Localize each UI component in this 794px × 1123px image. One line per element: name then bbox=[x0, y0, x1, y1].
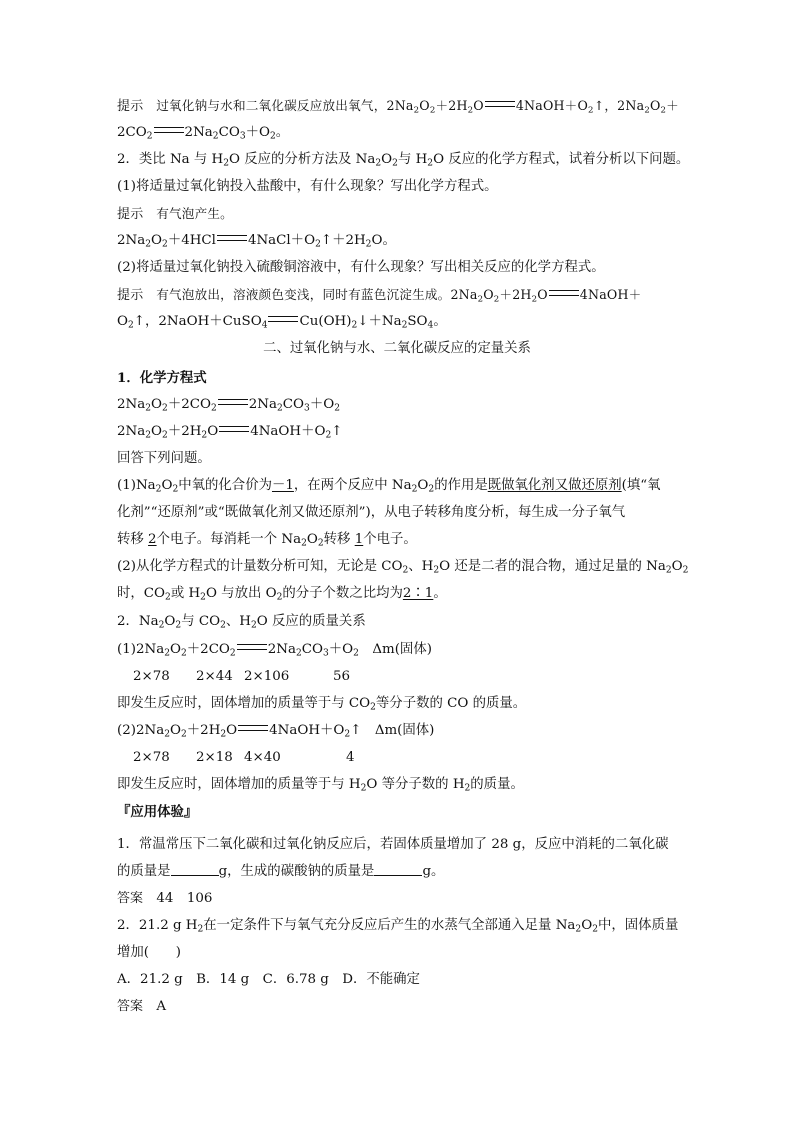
subscript: 3 bbox=[304, 403, 310, 414]
underlined-answer: 2 bbox=[148, 532, 157, 547]
underlined-answer: 1 bbox=[354, 532, 364, 547]
mass-value: 2×106 bbox=[244, 669, 290, 684]
equation-arrow bbox=[238, 725, 268, 731]
text-run: 。 bbox=[275, 125, 290, 140]
text-run: 。 bbox=[433, 586, 447, 601]
subscript: 2 bbox=[301, 538, 307, 549]
text-run: g，生成的碳酸钠的质量是 bbox=[218, 864, 375, 879]
subscript: 2 bbox=[201, 430, 208, 441]
subscript: 2 bbox=[145, 239, 152, 250]
text-run: ＋2CO bbox=[167, 397, 211, 412]
text-run: O bbox=[226, 723, 238, 738]
text-line bbox=[117, 259, 684, 277]
text-line bbox=[117, 585, 684, 603]
text-run: (2)从化学方程式的计量数分析可知，无论是 CO bbox=[117, 559, 403, 574]
subscript: 4 bbox=[427, 320, 434, 331]
text-run: g。 bbox=[422, 864, 445, 879]
text-line bbox=[117, 613, 684, 631]
text-run: ＋2H bbox=[499, 287, 532, 302]
subscript: 2 bbox=[155, 484, 162, 495]
text-run: O bbox=[381, 152, 393, 167]
text-run: 与 H bbox=[397, 152, 428, 167]
text-run: (1)Na bbox=[117, 478, 156, 493]
text-run: 4NaOH＋O bbox=[515, 98, 588, 113]
subscript: 2 bbox=[360, 783, 367, 794]
mass-value: 2×78 bbox=[133, 750, 170, 765]
subscript: 2 bbox=[162, 403, 168, 414]
subscript: 2 bbox=[429, 105, 436, 116]
underlined-answer: 2∶1 bbox=[402, 586, 434, 601]
text-line bbox=[117, 205, 684, 224]
text-run: 即发生反应时，固体增加的质量等于与 CO bbox=[117, 696, 371, 711]
text-run: ＋2CO bbox=[186, 642, 230, 657]
text-run: 与 CO bbox=[181, 614, 221, 629]
subscript: 2 bbox=[402, 565, 409, 576]
label-text: 提示 bbox=[117, 207, 144, 222]
text-run: 中氧的化合价为 bbox=[178, 478, 272, 493]
text-run: O 反应的分析方法及 Na bbox=[229, 152, 376, 167]
subscript: 2 bbox=[334, 403, 340, 414]
label-text: 提示 bbox=[117, 288, 144, 303]
subscript: 2 bbox=[413, 105, 420, 116]
mass-value: 56 bbox=[333, 669, 351, 684]
subscript: 2 bbox=[660, 105, 667, 116]
text-run: 4NaOH＋O bbox=[269, 723, 345, 738]
text-run: 增加( ) bbox=[117, 945, 182, 960]
subscript: 2 bbox=[365, 239, 372, 250]
subscript: 2 bbox=[467, 105, 474, 116]
text-run: 4NaCl＋O bbox=[247, 233, 316, 248]
text-run: 、H bbox=[225, 614, 251, 629]
text-run: O 反应的化学方程式，试着分析以下问题。 bbox=[433, 152, 690, 167]
text-line bbox=[117, 97, 684, 116]
text-line bbox=[117, 971, 684, 989]
text-run: 转移 bbox=[323, 532, 355, 547]
subscript: 2 bbox=[411, 484, 418, 495]
subscript: 2 bbox=[223, 158, 230, 169]
text-run: 2Na bbox=[267, 642, 296, 657]
subscript: 2 bbox=[682, 565, 689, 576]
text-run: O bbox=[117, 314, 128, 329]
text-line bbox=[117, 917, 684, 935]
subscript: 2 bbox=[401, 320, 408, 331]
equation-arrow bbox=[549, 290, 579, 296]
text-run: 。 bbox=[433, 314, 447, 329]
subscript: 2 bbox=[351, 320, 358, 331]
subscript: 2 bbox=[325, 430, 332, 441]
text-run: O 与放出 O bbox=[205, 586, 277, 601]
text-run: O bbox=[207, 424, 219, 439]
subscript: 2 bbox=[575, 924, 582, 935]
text-run: 1．常温常压下二氧化碳和过氧化钠反应后，若固体质量增加了 28 g，反应中消耗的二氧化碳 bbox=[117, 837, 669, 852]
subscript: 3 bbox=[322, 648, 329, 659]
text-line bbox=[117, 286, 684, 305]
text-run: 的质量。 bbox=[470, 777, 524, 792]
equation-arrow bbox=[237, 644, 267, 650]
text-line bbox=[117, 369, 684, 388]
text-run: 2．Na bbox=[117, 614, 159, 629]
text-run: O bbox=[170, 642, 181, 657]
text-run: O bbox=[473, 98, 484, 113]
text-run: CO bbox=[282, 397, 305, 412]
subscript: 4 bbox=[261, 320, 268, 331]
subscript: 2 bbox=[127, 320, 134, 331]
equation-arrow bbox=[219, 426, 249, 432]
label-text: 提示 bbox=[117, 99, 144, 114]
text-run: ↑ bbox=[331, 424, 343, 439]
text-run: ＋4HCl bbox=[167, 233, 216, 248]
text-run: O 还是二者的混合物，通过足量的 Na bbox=[439, 559, 666, 574]
text-run: A．21.2 g B．14 g C．6.78 g D．不能确定 bbox=[117, 972, 420, 987]
text-run: 2Na bbox=[184, 125, 213, 140]
text-line bbox=[117, 641, 684, 659]
subscript: 2 bbox=[250, 620, 257, 631]
subscript: 2 bbox=[464, 783, 471, 794]
text-line bbox=[117, 313, 684, 331]
subscript: 2 bbox=[375, 158, 382, 169]
text-run: 有气泡放出，溶液颜色变浅，同时有蓝色沉淀生成。2Na bbox=[143, 287, 478, 302]
text-run: 化剂”“还原剂”或“既做氧化剂又做还原剂”)，从电子转移角度分析，每生成一分子氧气 bbox=[117, 505, 626, 520]
text-run: 应用体验 bbox=[130, 804, 184, 820]
subscript: 2 bbox=[229, 648, 236, 659]
subscript: 2 bbox=[162, 239, 168, 250]
equation-arrow bbox=[485, 101, 515, 107]
subscript: 2 bbox=[197, 924, 204, 935]
subscript: 2 bbox=[145, 430, 152, 441]
text-run: CO bbox=[218, 125, 240, 140]
text-run: O 反应的质量关系 bbox=[256, 614, 366, 629]
text-run: 即发生反应时，固体增加的质量等于与 H bbox=[117, 777, 361, 792]
text-run: 2．类比 Na 与 H bbox=[117, 152, 224, 167]
text-run: 2Na bbox=[248, 397, 277, 412]
underlined-answer: －1 bbox=[271, 478, 294, 493]
subscript: 2 bbox=[276, 403, 283, 414]
text-line bbox=[0, 340, 794, 358]
text-line bbox=[117, 695, 684, 713]
text-run: 个电子。每消耗一个 Na bbox=[156, 532, 302, 547]
text-line bbox=[117, 836, 684, 854]
subscript: 2 bbox=[220, 729, 227, 740]
text-run: O bbox=[649, 98, 661, 113]
subscript: 2 bbox=[477, 294, 484, 305]
text-line bbox=[117, 396, 684, 414]
text-run: 回答下列问题。 bbox=[117, 451, 211, 466]
text-run: O bbox=[671, 559, 683, 574]
subscript: 2 bbox=[158, 620, 165, 631]
subscript: 2 bbox=[200, 592, 206, 603]
text-run: O bbox=[161, 478, 173, 493]
subscript: 2 bbox=[644, 105, 650, 116]
subscript: 2 bbox=[175, 620, 182, 631]
text-run: (1)2Na bbox=[117, 642, 165, 657]
text-run: 的分子个数之比均为 bbox=[282, 586, 403, 601]
text-run: 4NaOH＋ bbox=[579, 287, 642, 302]
label-text: 答案 bbox=[117, 891, 144, 906]
text-run: Δm(固体) bbox=[358, 642, 432, 657]
text-run: ＋O bbox=[245, 125, 270, 140]
mass-value: 4 bbox=[346, 750, 355, 765]
text-run: ↑＋2H bbox=[320, 233, 366, 248]
text-run: 2CO bbox=[117, 125, 147, 140]
text-run: O bbox=[483, 287, 494, 302]
text-run: 1．化学方程式 bbox=[117, 370, 207, 386]
subscript: 2 bbox=[164, 729, 170, 740]
text-run: 的作用是 bbox=[434, 478, 488, 493]
subscript: 2 bbox=[433, 565, 440, 576]
label-text: 答案 bbox=[117, 999, 144, 1014]
text-run: O bbox=[306, 532, 318, 547]
subscript: 2 bbox=[276, 592, 283, 603]
subscript: 2 bbox=[146, 131, 153, 142]
text-line bbox=[117, 558, 689, 576]
subscript: 2 bbox=[428, 484, 435, 495]
mass-value: 2×78 bbox=[133, 669, 170, 684]
text-run: ＋O bbox=[309, 397, 335, 412]
subscript: 2 bbox=[317, 538, 324, 549]
text-run: ＋O bbox=[328, 642, 354, 657]
text-run: O bbox=[164, 614, 176, 629]
subscript: 2 bbox=[210, 403, 217, 414]
text-run: 或 H bbox=[170, 586, 201, 601]
text-run: O bbox=[151, 424, 163, 439]
text-line bbox=[117, 863, 684, 881]
text-run: 、H bbox=[408, 559, 434, 574]
text-line bbox=[117, 423, 684, 441]
subscript: 2 bbox=[344, 729, 351, 740]
text-run: (2)2Na bbox=[117, 723, 165, 738]
equation-arrow bbox=[218, 399, 248, 405]
text-run: ＋2H bbox=[186, 723, 221, 738]
text-run: 2Na bbox=[117, 233, 146, 248]
subscript: 2 bbox=[164, 648, 170, 659]
text-run: 等分子数的 CO 的质量。 bbox=[375, 696, 527, 711]
subscript: 2 bbox=[172, 484, 179, 495]
text-run: ↑，2NaOH＋CuSO bbox=[133, 314, 262, 329]
text-run: 』 bbox=[183, 804, 198, 820]
text-run: ，在两个反应中 Na bbox=[293, 478, 412, 493]
text-line bbox=[117, 776, 684, 794]
subscript: 2 bbox=[392, 158, 398, 169]
text-line bbox=[117, 504, 684, 522]
subscript: 2 bbox=[665, 565, 672, 576]
text-line bbox=[117, 803, 684, 822]
text-run: O bbox=[170, 723, 181, 738]
text-run: ＋2H bbox=[435, 98, 468, 113]
text-run: (1)将适量过氧化钠投入盐酸中，有什么现象？写出化学方程式。 bbox=[117, 179, 498, 194]
text-run: (2)将适量过氧化钠投入硫酸铜溶液中，有什么现象？写出相关反应的化学方程式。 bbox=[117, 260, 605, 275]
text-run: O。 bbox=[371, 233, 396, 248]
subscript: 2 bbox=[370, 702, 376, 713]
subscript: 2 bbox=[315, 239, 321, 250]
subscript: 2 bbox=[588, 105, 594, 116]
text-line bbox=[117, 477, 684, 495]
text-run: 中，固体质量 bbox=[598, 918, 679, 933]
text-run: 在一定条件下与氧气充分反应后产生的水蒸气全部通入足量 Na bbox=[203, 918, 576, 933]
subscript: 3 bbox=[239, 131, 246, 142]
underlined-answer: 既做氧化剂又做还原剂 bbox=[487, 478, 622, 493]
subscript: 2 bbox=[353, 648, 359, 659]
text-run: 『 bbox=[117, 804, 131, 820]
text-run: 二、过氧化钠与水、二氧化碳反应的定量关系 bbox=[263, 341, 531, 356]
subscript: 2 bbox=[592, 924, 598, 935]
subscript: 2 bbox=[220, 620, 226, 631]
answer-blank bbox=[374, 863, 422, 876]
text-line bbox=[117, 722, 684, 740]
text-run: 2Na bbox=[117, 397, 146, 412]
equation-arrow bbox=[268, 316, 298, 322]
text-line bbox=[117, 178, 684, 196]
subscript: 2 bbox=[427, 158, 434, 169]
text-run: SO bbox=[407, 314, 428, 329]
answer-blank bbox=[171, 863, 219, 876]
subscript: 2 bbox=[165, 592, 171, 603]
text-line bbox=[117, 531, 684, 549]
text-run: O bbox=[417, 478, 429, 493]
text-run: 2．21.2 g H bbox=[117, 918, 198, 933]
text-run: 个电子。 bbox=[363, 532, 417, 547]
text-run: ↑，2Na bbox=[593, 98, 645, 113]
text-line bbox=[117, 890, 684, 908]
text-run: 转移 bbox=[117, 532, 149, 547]
text-run: O bbox=[419, 98, 430, 113]
text-line bbox=[117, 998, 684, 1016]
text-run: ＋ bbox=[666, 98, 679, 113]
mass-value: 2×44 bbox=[196, 669, 233, 684]
text-line bbox=[117, 944, 684, 962]
subscript: 2 bbox=[531, 294, 538, 305]
text-run: O bbox=[581, 918, 593, 933]
text-run: O bbox=[151, 397, 163, 412]
text-run: 4NaOH＋O bbox=[250, 424, 326, 439]
text-run: 的质量是 bbox=[117, 864, 171, 879]
text-run: A bbox=[143, 999, 167, 1014]
text-run: 2Na bbox=[117, 424, 146, 439]
equation-arrow bbox=[217, 235, 247, 241]
subscript: 2 bbox=[145, 403, 152, 414]
subscript: 2 bbox=[212, 131, 219, 142]
text-line bbox=[117, 450, 684, 468]
text-run: 时，CO bbox=[117, 586, 166, 601]
equation-arrow bbox=[154, 127, 184, 133]
text-run: CO bbox=[301, 642, 323, 657]
text-run: ↑ Δm(固体) bbox=[350, 723, 435, 738]
text-run: 过氧化钠与水和二氧化碳反应放出氧气，2Na bbox=[143, 98, 414, 113]
text-line bbox=[117, 151, 690, 169]
text-run: (填“氧 bbox=[621, 478, 661, 493]
text-line bbox=[117, 232, 684, 250]
text-run: O 等分子数的 H bbox=[366, 777, 465, 792]
text-line bbox=[117, 124, 684, 142]
subscript: 2 bbox=[295, 648, 302, 659]
subscript: 2 bbox=[180, 648, 187, 659]
subscript: 2 bbox=[493, 294, 500, 305]
text-run: O bbox=[537, 287, 548, 302]
subscript: 2 bbox=[269, 131, 276, 142]
subscript: 2 bbox=[180, 729, 187, 740]
text-run: 44 106 bbox=[143, 891, 213, 906]
text-run: Cu(OH) bbox=[299, 314, 352, 329]
text-run: ↓＋Na bbox=[357, 314, 402, 329]
text-run: 有气泡产生。 bbox=[143, 206, 233, 221]
mass-value: 4×40 bbox=[244, 750, 281, 765]
text-run: ＋2H bbox=[167, 424, 202, 439]
text-run: O bbox=[151, 233, 163, 248]
subscript: 2 bbox=[162, 430, 168, 441]
mass-value: 2×18 bbox=[196, 750, 233, 765]
